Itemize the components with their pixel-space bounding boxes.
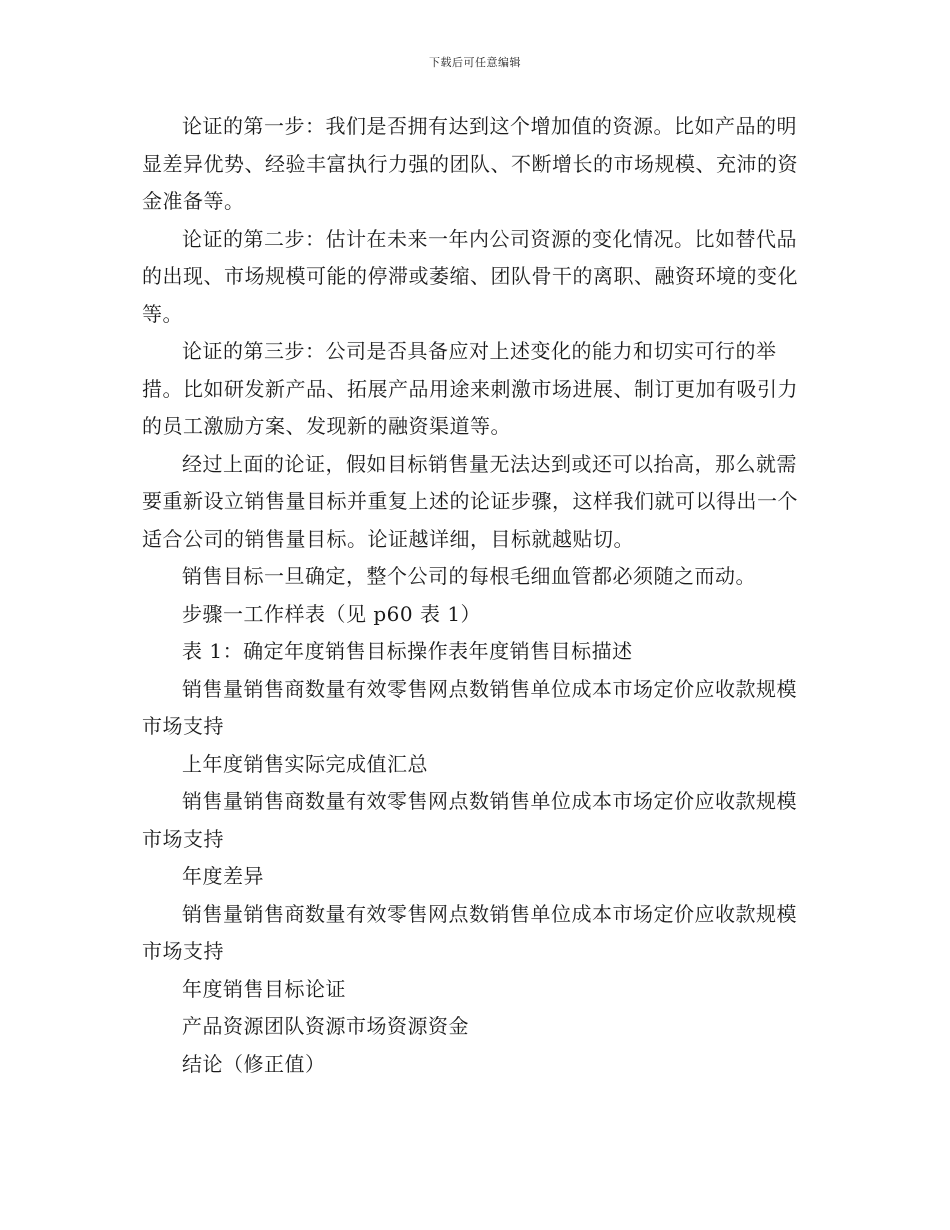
paragraph-conclusion: 结论（修正值）	[182, 1051, 326, 1076]
paragraph-metrics-row-2: 销售量销售商数量有效零售网点数销售单位成本市场定价应收款规模市场支持	[142, 789, 797, 851]
page-header: 下载后可任意编辑	[429, 56, 521, 69]
paragraph-resources: 产品资源团队资源市场资源资金	[182, 1014, 469, 1038]
document-body	[142, 108, 802, 1083]
paragraph-metrics-row-3: 销售量销售商数量有效零售网点数销售单位成本市场定价应收款规模市场支持	[142, 901, 797, 963]
paragraph-step-sample-table: 步骤一工作样表（见 p60 表 1）	[182, 601, 482, 626]
paragraph-summary: 经过上面的论证，假如目标销售量无法达到或还可以抬高，那么就需要重新设立销售量目标并重复上述的论证步骤，这样我们就可以得出一个适合公司的销售量目标。论证越详细，目标就越贴切。	[142, 451, 798, 551]
paragraph-last-year-summary: 上年度销售实际完成值汇总	[182, 751, 428, 776]
paragraph-step-one: 论证的第一步：我们是否拥有达到这个增加值的资源。比如产品的明显差异优势、经验丰富执行力强的团队、不断增长的市场规模、充沛的资金准备等。	[142, 114, 798, 213]
paragraph-annual-difference: 年度差异	[182, 864, 264, 888]
paragraph-table-title: 表 1：确定年度销售目标操作表年度销售目标描述	[182, 639, 633, 663]
paragraph-target-confirmed: 销售目标一旦确定，整个公司的每根毛细血管都必须随之而动。	[182, 564, 756, 588]
paragraph-target-argument: 年度销售目标论证	[182, 976, 346, 1001]
paragraph-step-three: 论证的第三步：公司是否具备应对上述变化的能力和切实可行的举措。比如研发新产品、拓展产品用途来刺激市场进展、制订更加有吸引力的员工激励方案、发现新的融资渠道等。	[142, 339, 798, 438]
paragraph-metrics-row-1: 销售量销售商数量有效零售网点数销售单位成本市场定价应收款规模市场支持	[142, 676, 797, 738]
paragraph-step-two: 论证的第二步：估计在未来一年内公司资源的变化情况。比如替代品的出现、市场规模可能的停滞或萎缩、团队骨干的离职、融资环境的变化等。	[142, 226, 798, 326]
